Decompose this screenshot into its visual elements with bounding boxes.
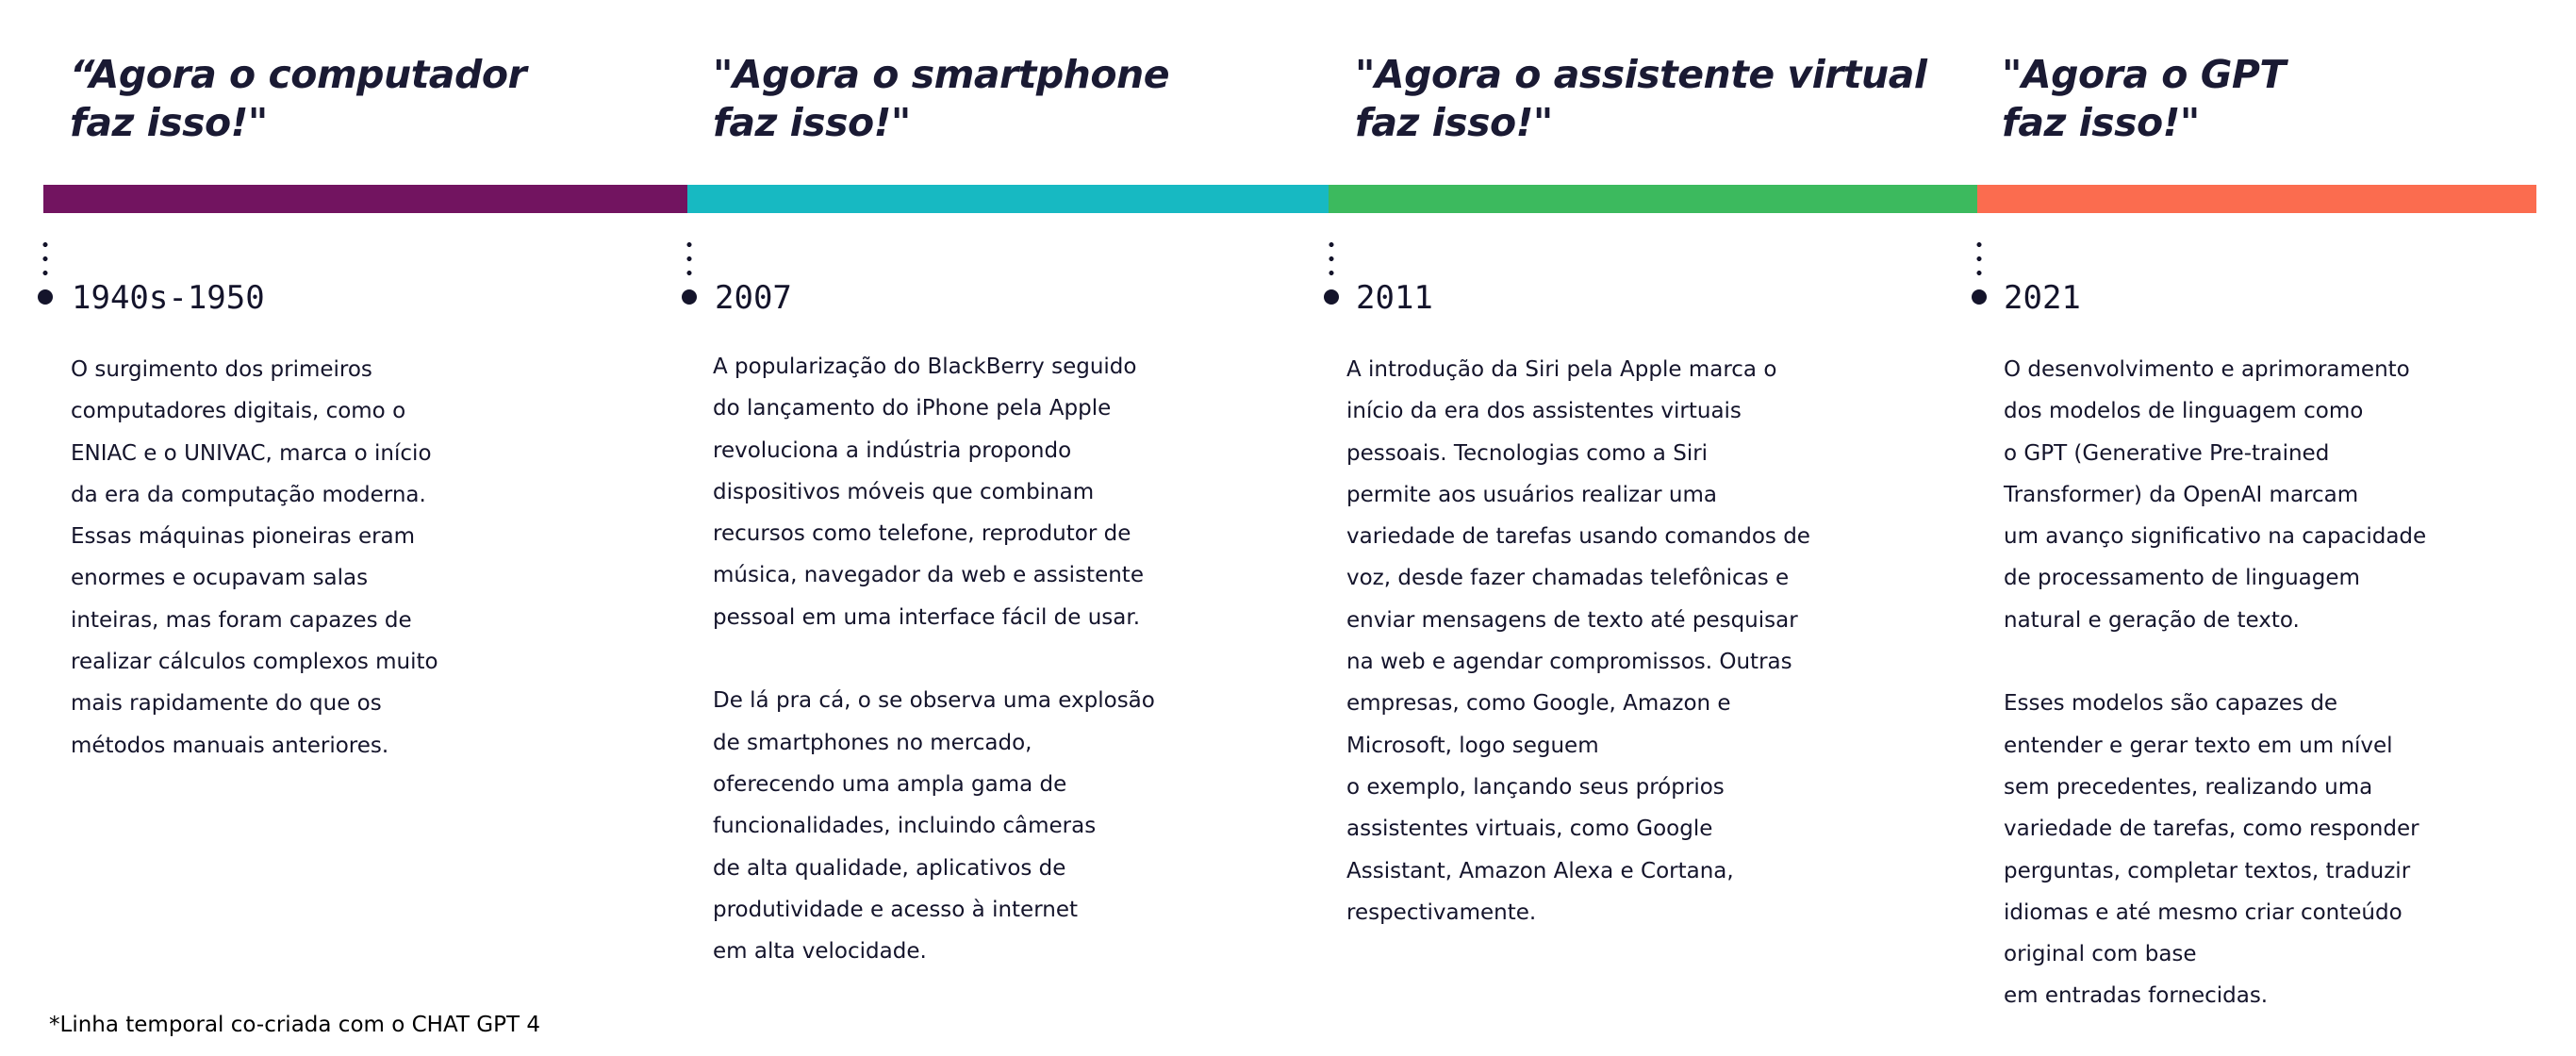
footnote: *Linha temporal co-criada com o CHAT GPT 4 — [49, 1013, 540, 1037]
dotted-connector — [1976, 238, 1982, 281]
milestone-date: 1940s-1950 — [72, 279, 265, 317]
timeline-segment-virtual-assistant — [1329, 185, 1977, 213]
description-paragraph: A popularização do BlackBerry seguido do lançamento do iPhone pela Apple revoluciona a indústria propondo dispositivos móveis que combinam recursos como telefone, reprodutor de música, navegador da web e assistente pessoal em uma interface fácil de usar. — [713, 355, 1144, 630]
headline-smartphone: "Agora o smartphone faz isso!" — [713, 52, 1170, 145]
dotted-connector — [1329, 238, 1334, 281]
headline-computer: “Agora o computador faz isso!" — [70, 52, 527, 145]
milestone-date: 2021 — [2004, 279, 2081, 317]
milestone-description — [2004, 349, 2426, 1017]
description-paragraph: O surgimento dos primeiros computadores digitais, como o ENIAC e o UNIVAC, marca o início da era da computação moderna. Essas máquinas pioneiras eram enormes e ocupavam salas inteiras, mas foram capazes de realizar cálculos complexos muito mais rapidamente do que os métodos manuais anteriores. — [71, 357, 438, 758]
dotted-connector — [686, 238, 692, 281]
timeline-segment-computer — [43, 185, 687, 213]
timeline-node — [1324, 289, 1339, 305]
description-paragraph: De lá pra cá, o se observa uma explosão de smartphones no mercado, oferecendo uma ampla gama de funcionalidades, incluindo câmeras de alta qualidade, aplicativos de produtividade e acesso à internet em alta velocidade. — [713, 688, 1155, 965]
timeline-segment-smartphone — [687, 185, 1329, 213]
description-paragraph: O desenvolvimento e aprimoramento dos modelos de linguagem como o GPT (Generative Pre-trained Transformer) da OpenAI marcam um avanço significativo na capacidade de processamento de linguagem natural e geração de texto. — [2004, 357, 2427, 633]
milestone-description — [71, 349, 438, 767]
milestone-description — [1346, 349, 1810, 933]
timeline-node — [38, 289, 53, 305]
description-paragraph: Esses modelos são capazes de entender e gerar texto em um nível sem precedentes, realizando uma variedade de tarefas, como responder perguntas, completar textos, traduzir idiomas e até mesmo criar conteúdo original com base em entradas fornecidas. — [2004, 691, 2419, 1009]
milestone-date: 2007 — [715, 279, 792, 317]
milestone-date: 2011 — [1356, 279, 1433, 317]
timeline-node — [1972, 289, 1987, 305]
headline-gpt: "Agora o GPT faz isso!" — [2002, 52, 2286, 145]
milestone-description — [713, 346, 1155, 972]
headline-virtual-assistant: "Agora o assistente virtual faz isso!" — [1355, 52, 1927, 145]
dotted-connector — [42, 238, 48, 281]
timeline-node — [682, 289, 697, 305]
timeline-segment-gpt — [1977, 185, 2536, 213]
description-paragraph: A introdução da Siri pela Apple marca o início da era dos assistentes virtuais pessoais. Tecnologias como a Siri permite aos usuários realizar uma variedade de tarefas usando comandos de voz, desde fazer chamadas telefônicas e enviar mensagens de texto até pesquisar na web e agendar compromissos. Outras empresas, como Google, Amazon e Microsoft, logo seguem o exemplo, lançando seus próprios assistentes virtuais, como Google Assistant, Amazon Alexa e Cortana, respectivamente. — [1346, 357, 1810, 925]
